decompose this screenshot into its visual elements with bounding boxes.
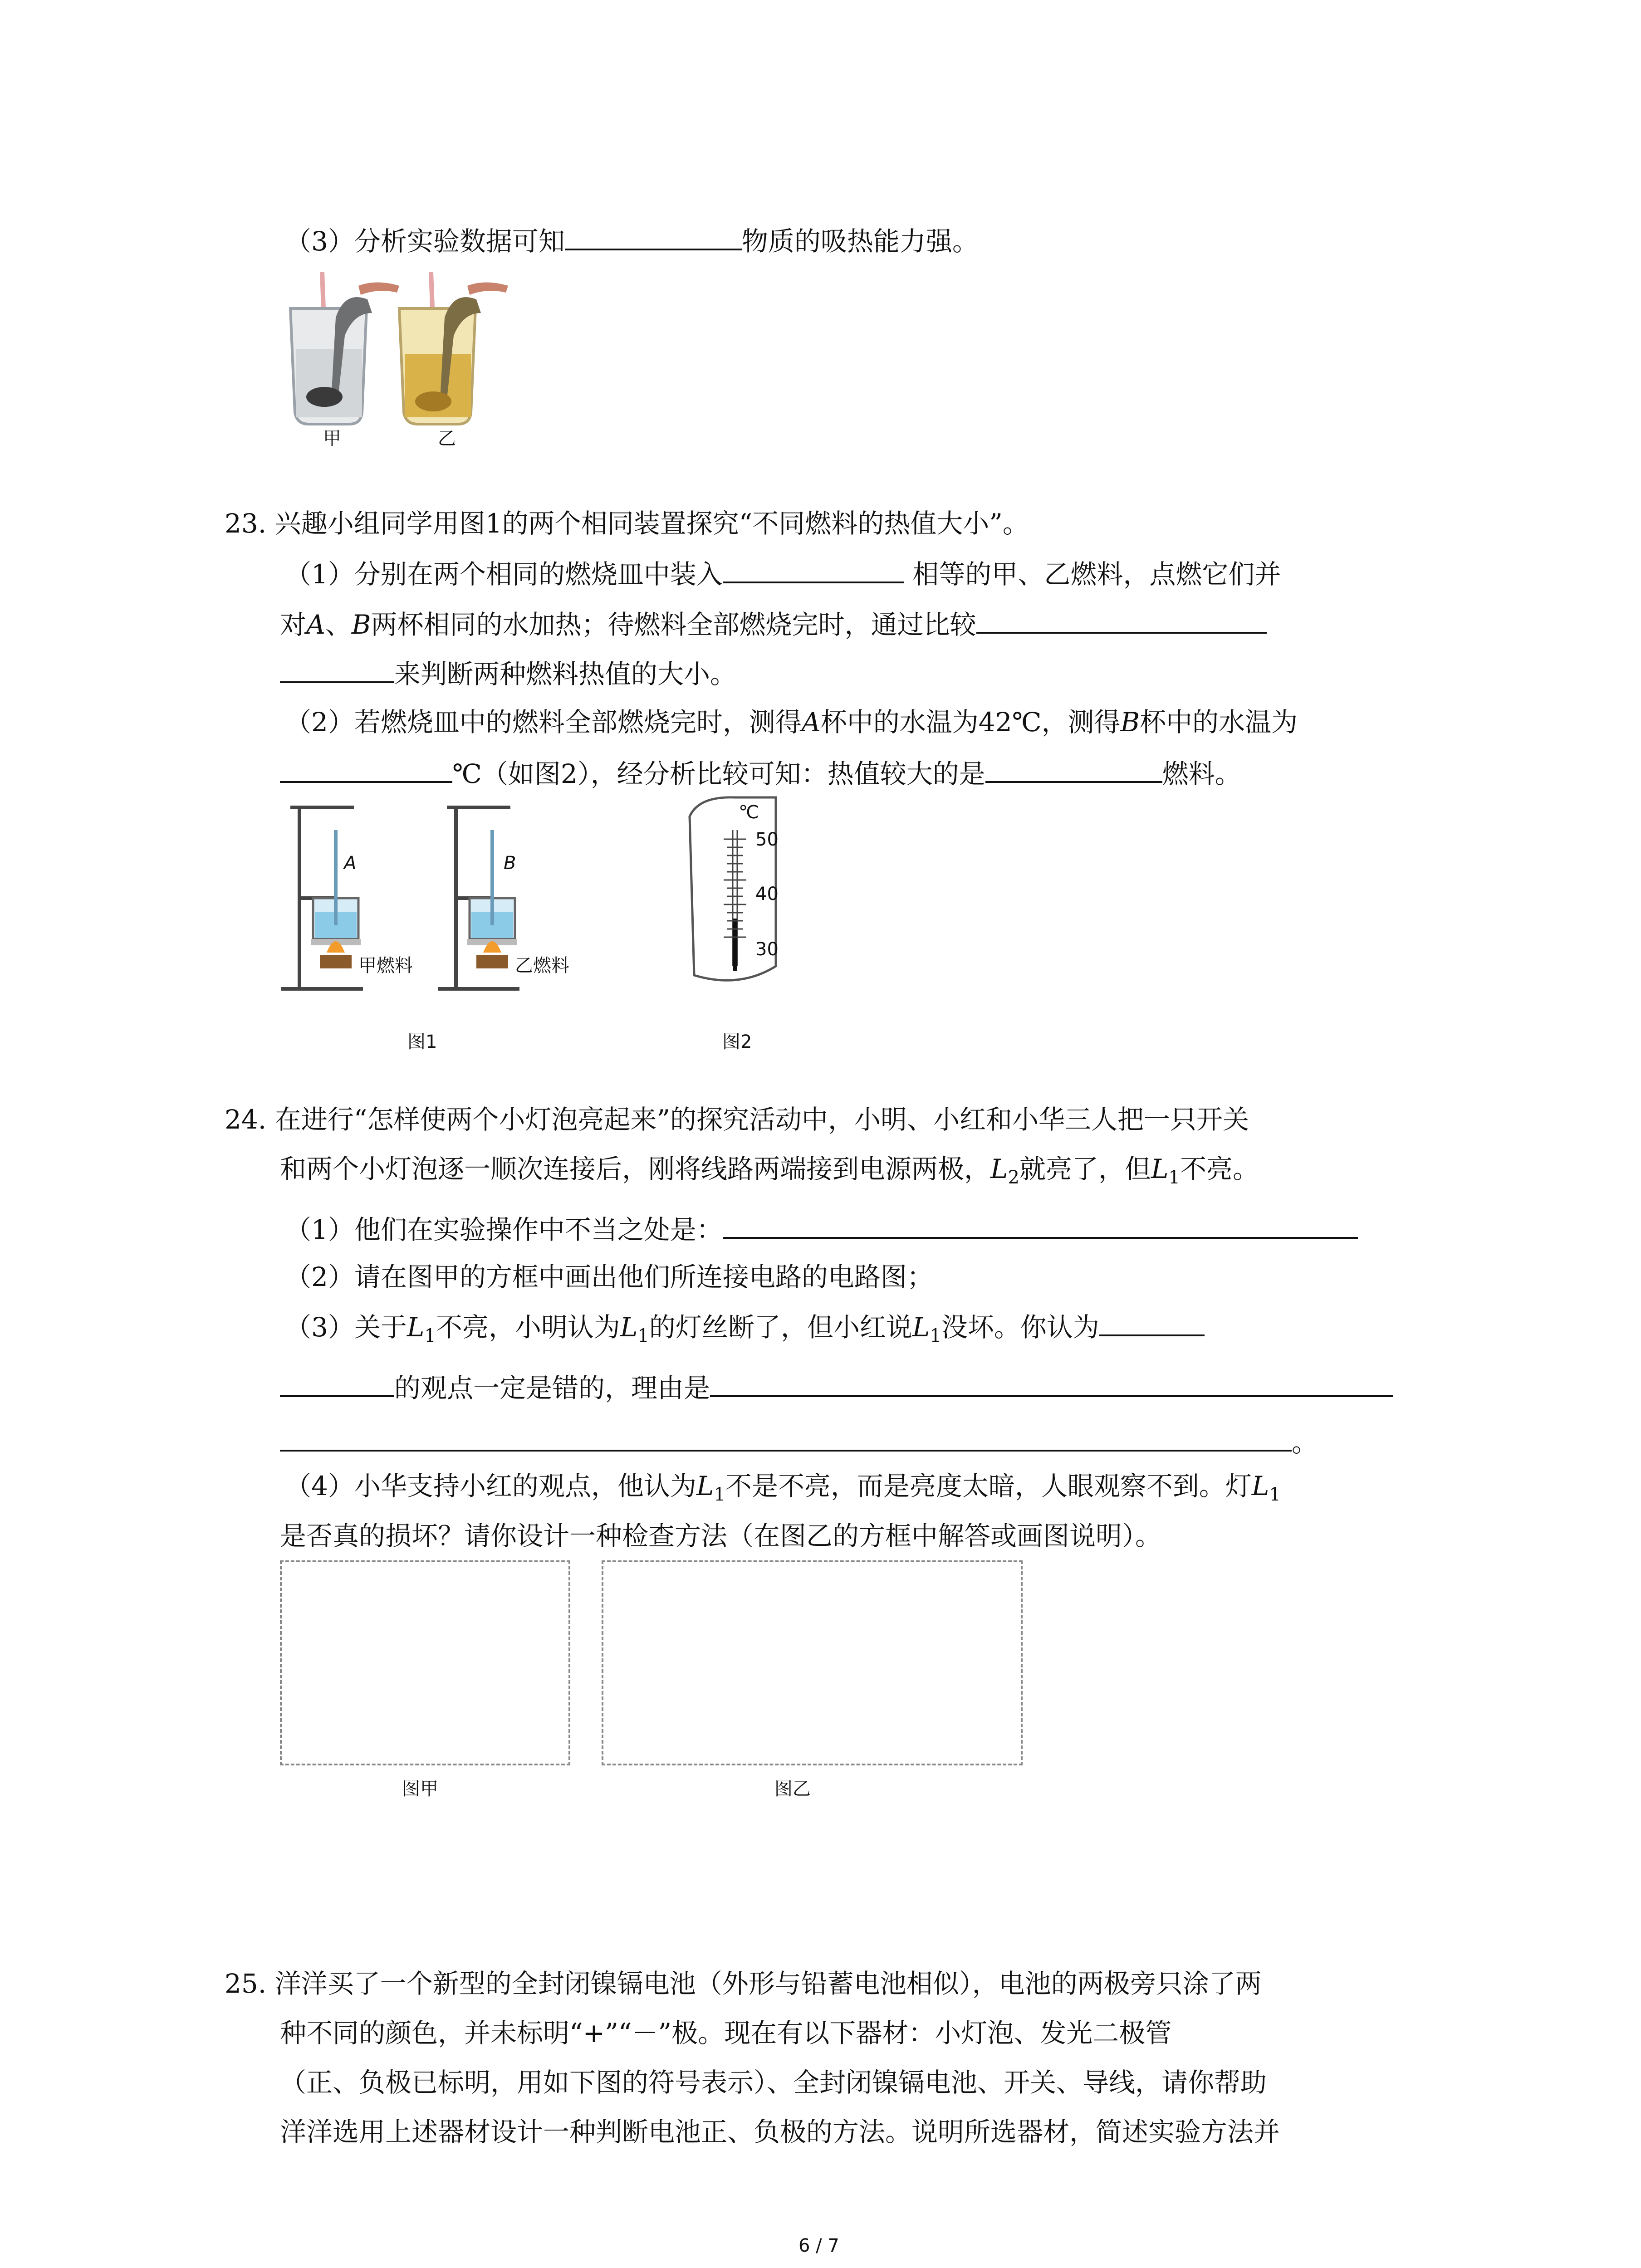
q24-var-l: L — [620, 1312, 638, 1343]
q23-blank-2b[interactable] — [280, 656, 394, 683]
q23-part2-text-a2: 杯中的水温为42℃，测得 — [820, 707, 1121, 738]
q24-stem-text-2c: 不亮。 — [1180, 1154, 1259, 1184]
q23-part1-line3 — [280, 656, 736, 690]
fig2-caption: 图2 — [722, 1031, 752, 1052]
q24-sub-1: 1 — [1168, 1167, 1180, 1188]
q25-number: 25. — [225, 1968, 267, 1999]
q24-sub-2: 2 — [1008, 1167, 1019, 1188]
q24-part3-text-a: （3）关于 — [285, 1312, 407, 1343]
q24-var-l: L — [912, 1312, 930, 1343]
q23-part2-text-a1: （2）若燃烧皿中的燃料全部燃烧完时，测得 — [285, 707, 802, 738]
q24-part3-text-b: 不亮，小明认为 — [436, 1312, 620, 1343]
q24-part1-line — [285, 1212, 1358, 1246]
q24-blank-2b[interactable] — [280, 1370, 394, 1397]
q23-var-b: B — [351, 609, 371, 640]
q24-stem-text-2a: 和两个小灯泡逐一顺次连接后，刚将线路两端接到电源两极， — [280, 1154, 991, 1184]
answer-box-jia[interactable] — [280, 1560, 570, 1765]
q24-var-l: L — [696, 1471, 714, 1501]
q24-var-l: L — [1151, 1154, 1169, 1184]
q24-var-l: L — [990, 1154, 1008, 1184]
q23-part1-text-c1: 对 — [280, 609, 307, 640]
q23-part1-line2 — [280, 606, 1267, 641]
q24-part4-line2: 是否真的损坏？请你设计一种检查方法（在图乙的方框中解答或画图说明）。 — [280, 1520, 1162, 1551]
thermo-tick-40: 40 — [755, 884, 779, 904]
q24-blank-1[interactable] — [723, 1212, 1358, 1239]
q24-part3-text-d: 没坏。你认为 — [941, 1312, 1099, 1343]
q24-part3-text-c: 的灯丝断了，但小红说 — [649, 1312, 912, 1343]
q23-part1-text-c3: 两杯相同的水加热；待燃料全部燃烧完时，通过比较 — [371, 609, 976, 640]
q24-part3-end: 。 — [1292, 1427, 1318, 1458]
q24-var-l: L — [1251, 1471, 1269, 1501]
fig1-label-b: B — [504, 853, 516, 874]
beakers-figure — [281, 272, 535, 454]
q25-text-1: 洋洋买了一个新型的全封闭镍镉电池（外形与铅蓄电池相似），电池的两极旁只涂了两 — [274, 1968, 1262, 1999]
q23-part2-line1 — [285, 706, 1298, 738]
q23-part1-text-b: 相等的甲、乙燃料，点燃它们并 — [912, 559, 1281, 590]
q24-number: 24. — [225, 1104, 267, 1135]
q24-part4-text-b: 不是不亮，而是亮度太暗，人眼观察不到。灯 — [725, 1471, 1252, 1501]
q24-sub-1: 1 — [714, 1484, 725, 1505]
thermo-tick-30: 30 — [755, 939, 779, 960]
q24-part4-line1 — [285, 1470, 1281, 1511]
q24-part4-text-a: （4）小华支持小红的观点，他认为 — [285, 1471, 696, 1501]
q24-stem-text-2b: 就亮了，但 — [1019, 1154, 1151, 1184]
q23-var-b2: B — [1120, 707, 1140, 738]
fig1-fuel-yi: 乙燃料 — [515, 955, 569, 976]
q24-part3-line2 — [280, 1370, 1393, 1404]
q22-part3-line — [285, 223, 979, 258]
q23-part2-text-b: ℃（如图2），经分析比较可知：热值较大的是 — [452, 758, 985, 789]
answer-box-yi[interactable] — [602, 1560, 1023, 1765]
q22-part3-text: （3）分析实验数据可知 — [285, 226, 565, 257]
q24-part3-line3 — [280, 1424, 1318, 1459]
thermo-unit: ℃ — [739, 802, 759, 823]
q24-stem-text-1: 在进行“怎样使两个小灯泡亮起来”的探究活动中，小明、小红和小华三人把一只开关 — [274, 1104, 1249, 1135]
q24-part3-line1 — [285, 1309, 1205, 1352]
q24-part3-text-e: 的观点一定是错的，理由是 — [394, 1373, 710, 1403]
q25-line4: 洋洋选用上述器材设计一种判断电池正、负极的方法。说明所选器材，简述实验方法并 — [280, 2116, 1280, 2147]
q23-blank-3[interactable] — [280, 756, 452, 783]
q24-sub-1: 1 — [930, 1325, 941, 1346]
q25-line3: （正、负极已标明，用如下图的符号表示）、全封闭镍镉电池、开关、导线，请你帮助 — [280, 2067, 1267, 2098]
q24-blank-3[interactable] — [710, 1370, 1393, 1397]
thermo-tick-50: 50 — [755, 829, 779, 850]
q24-sub-1: 1 — [637, 1325, 649, 1346]
fig1-fuel-jia: 甲燃料 — [358, 955, 413, 976]
q23-part1-text-a: （1）分别在两个相同的燃烧皿中装入 — [285, 559, 723, 590]
q24-sub-1: 1 — [1269, 1484, 1281, 1505]
q23-part2-line2 — [280, 756, 1241, 790]
q23-stem — [225, 507, 1029, 540]
q23-part1-text-c2: 、 — [325, 609, 352, 640]
fig1-caption: 图1 — [407, 1031, 437, 1052]
q24-part1-text: （1）他们在实验操作中不当之处是： — [285, 1214, 723, 1245]
q23-blank-2[interactable] — [976, 606, 1267, 634]
q23-blank-4[interactable] — [985, 756, 1162, 783]
fig1-label-a: A — [344, 853, 357, 874]
q24-sub-1: 1 — [424, 1325, 436, 1346]
q23-blank-1[interactable] — [723, 556, 904, 583]
beaker-label-yi: 乙 — [438, 428, 456, 449]
caption-yi: 图乙 — [774, 1779, 811, 1799]
beaker-label-jia: 甲 — [323, 428, 341, 449]
page-number: 6 / 7 — [798, 2235, 839, 2256]
q25-line1 — [225, 1967, 1262, 2000]
q22-answer-blank[interactable] — [565, 223, 742, 250]
q25-line2: 种不同的颜色，并未标明“+”“－”极。现在有以下器材：小灯泡、发光二极管 — [280, 2018, 1172, 2048]
q23-number: 23. — [225, 508, 267, 539]
q23-stem-text: 兴趣小组同学用图1的两个相同装置探究“不同燃料的热值大小”。 — [274, 508, 1029, 539]
q24-blank-3b[interactable] — [280, 1424, 1292, 1452]
q24-blank-2[interactable] — [1099, 1309, 1205, 1336]
q24-part2-line: （2）请在图甲的方框中画出他们所连接电路的电路图； — [285, 1261, 933, 1292]
q23-var-a: A — [306, 609, 325, 640]
q23-part1-text-d: 来判断两种燃料热值的大小。 — [394, 659, 737, 689]
q23-part2-text-c: 燃料。 — [1162, 758, 1241, 789]
q23-part2-text-a3: 杯中的水温为 — [1140, 707, 1298, 738]
q23-part1-line1 — [285, 556, 1281, 591]
q24-stem-line2 — [280, 1153, 1259, 1194]
q24-var-l: L — [407, 1312, 425, 1343]
q22-part3-tail: 物质的吸热能力强。 — [741, 226, 979, 257]
q23-var-a2: A — [801, 707, 821, 738]
q24-stem-line1 — [225, 1103, 1249, 1136]
caption-jia: 图甲 — [402, 1779, 438, 1799]
